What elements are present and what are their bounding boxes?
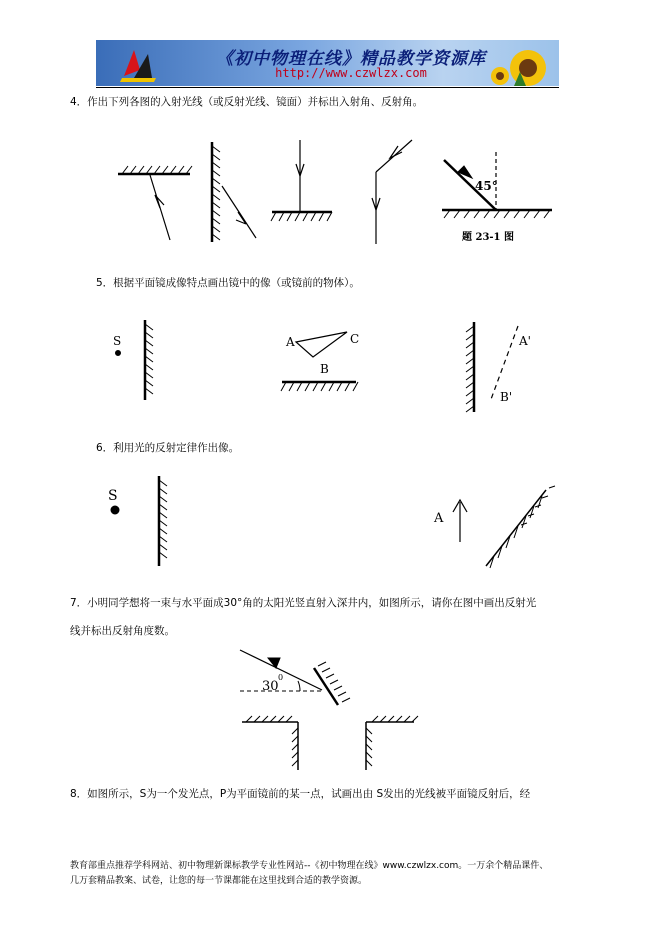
q6-arrow-a-label: A: [434, 511, 444, 526]
banner-title: 《初中物理在线》精品教学资源库: [216, 49, 486, 69]
q7-angle-label: 30: [262, 679, 279, 694]
footer-line-2: 几万套精品教案、试卷，让您的每一节课都能在这里找到合适的教学资源。: [70, 876, 368, 886]
q5-tri-b-label: B: [320, 362, 329, 376]
q5-tri-c-label: C: [350, 332, 360, 346]
q4-angle-label: 45°: [475, 179, 498, 193]
banner-url[interactable]: http://www.czwlzx.com: [275, 66, 427, 80]
question-8: 8．如图所示，S为一个发光点，P为平面镜前的某一点，试画出由 S发出的光线被平面镜反射后，经: [70, 788, 531, 800]
footer-line-1: 教育部重点推荐学科网站、初中物理新课标教学专业性网站--《初中物理在线》www.czwlzx.com。一万余个精品课件、: [70, 861, 549, 871]
q7-angle-degree: 0: [278, 673, 284, 682]
q5-image-a-label: A': [519, 334, 531, 348]
question-7-line-2: 线并标出反射角度数。: [70, 625, 175, 637]
question-7-line-1: 7．小明同学想将一束与水平面成30°角的太阳光竖直射入深井内，如图所示，请你在图中画出反射光: [70, 597, 537, 609]
q5-point-s-label: S: [113, 334, 122, 348]
q4-caption: 题 23-1 图: [462, 232, 514, 243]
q5-image-b-label: B': [500, 390, 513, 404]
question-4: 4．作出下列各图的入射光线（或反射光线、镜面）并标出入射角、反射角。: [70, 96, 424, 108]
question-6: 6．利用光的反射定律作出像。: [96, 442, 240, 454]
question-5: 5．根据平面镜成像特点画出镜中的像（或镜前的物体）。: [96, 277, 360, 289]
q6-point-s-label: S: [108, 488, 118, 504]
q5-tri-a-label: A: [286, 335, 295, 349]
